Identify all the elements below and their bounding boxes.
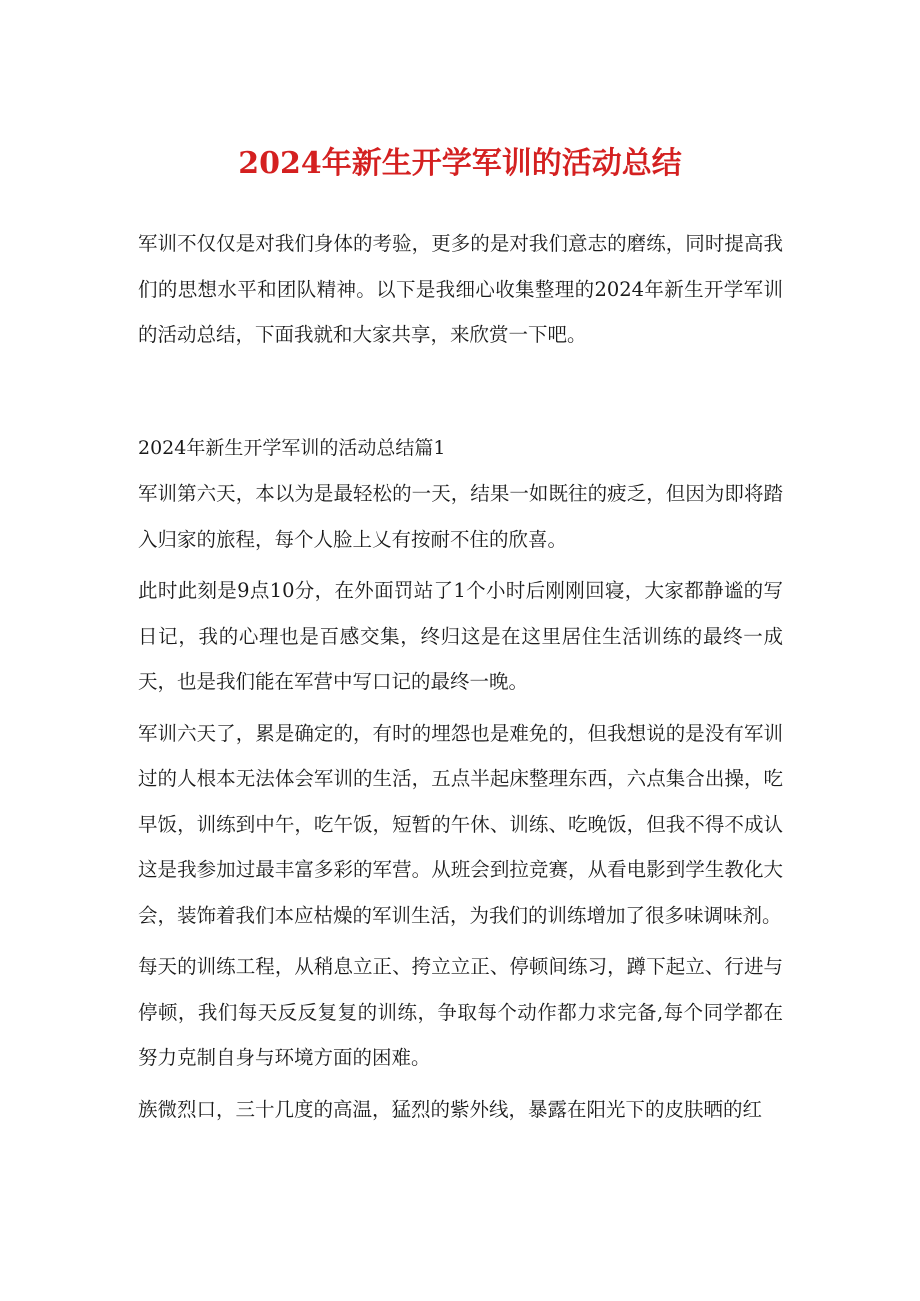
body-paragraph-2: 此时此刻是9点10分，在外面罚站了1个小时后刚刚回寝，大家都静谧的写日记，我的心理也是百感交集，终归这是在这里居住生活训练的最终一成天，也是我们能在军营中写口记的最终一晚。 <box>138 579 783 693</box>
intro-paragraph: 军训不仅仅是对我们身体的考验，更多的是对我们意志的磨练，同时提高我们的思想水平和团队精神。以下是我细心收集整理的2024年新生开学军训的活动总结，下面我就和大家共享，来欣赏一下吧。 <box>138 232 783 346</box>
document-title: 2024年新生开学军训的活动总结 <box>238 146 682 181</box>
body-paragraph-4: 每天的训练工程，从稍息立正、挎立立正、停顿间练习，蹲下起立、行进与停顿，我们每天反反复复的训练，争取每个动作都力求完备,每个同学都在努力克制自身与环境方面的困难。 <box>138 955 783 1069</box>
body-paragraph-5: 族微烈口，三十几度的高温，猛烈的紫外线，暴露在阳光下的皮肤晒的红 <box>138 1097 763 1121</box>
body-paragraph-1: 军训第六天，本以为是最轻松的一天，结果一如既往的疲乏，但因为即将踏入归家的旅程，每个人脸上乂有按耐不住的欣喜。 <box>138 482 783 551</box>
section-heading: 2024年新生开学军训的活动总结篇1 <box>138 436 446 459</box>
document-body <box>138 221 783 1138</box>
body-paragraph-3: 军训六天了，累是确定的，有时的埋怨也是难免的，但我想说的是没有军训过的人根本无法体会军训的生活，五点半起床整理东西，六点集合出操，吃早饭，训练到中午，吃午饭，短暂的午休、训练、吃晚饭，但我不得不成认这是我参加过最丰富多彩的军营。从班会到拉竞赛，从看电影到学生教化大会，装饰着我们本应枯燥的军训生活，为我们的训练增加了很多味调味剂。 <box>138 721 783 927</box>
